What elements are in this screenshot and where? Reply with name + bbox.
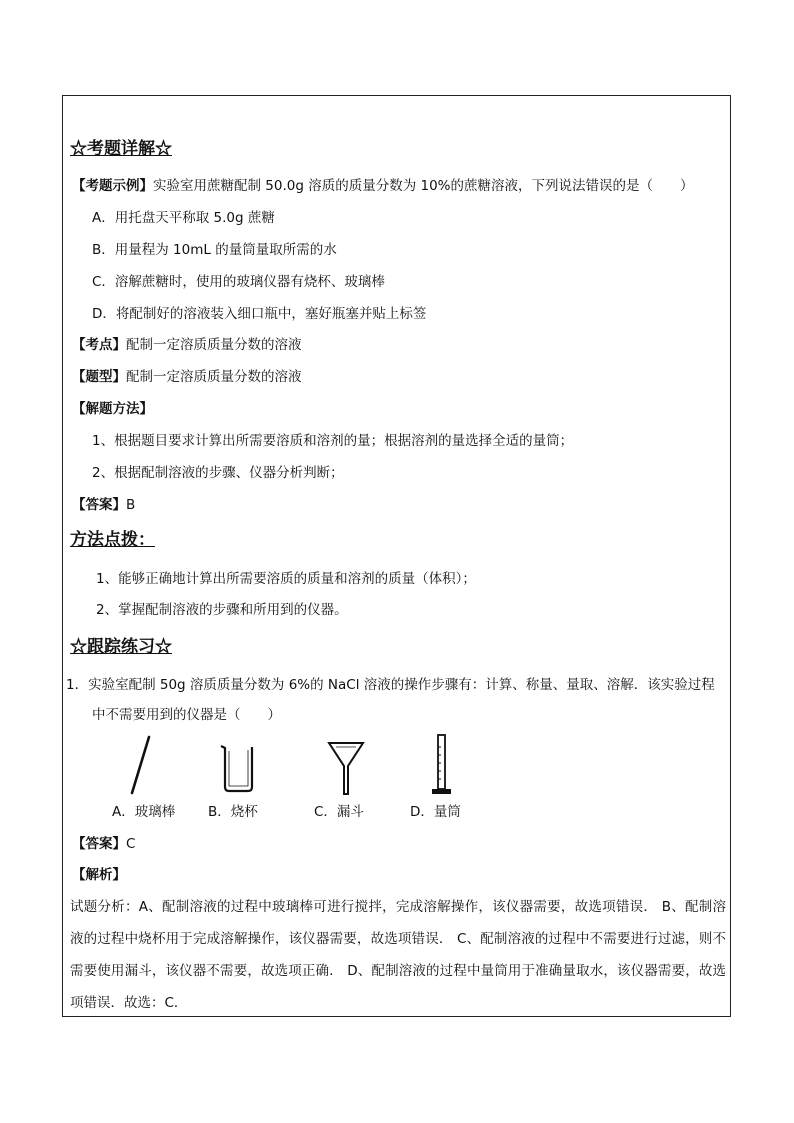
answer-row-2 (72, 835, 135, 853)
question-line-2: 中不需要用到的仪器是（ ） (92, 707, 281, 723)
answer-row-1 (72, 496, 135, 514)
analysis-tag: 【解析】 (72, 867, 126, 883)
method-tag: 【解题方法】 (72, 401, 153, 417)
answer-tag-2: 【答案】 (72, 836, 126, 852)
tip-point-2: 2、掌握配制溶液的步骤和所用到的仪器。 (96, 602, 348, 618)
beaker-icon (218, 742, 258, 794)
instrument-label-b: B．烧杯 (208, 804, 258, 820)
example-question (72, 177, 694, 195)
instrument-label-d: D．量筒 (410, 804, 461, 820)
kaodian-tag: 【考点】 (72, 337, 126, 353)
method-step-2: 2、根据配制溶液的步骤、仪器分析判断； (92, 465, 344, 481)
tip-point-1: 1、能够正确地计算出所需要溶质的质量和溶剂的质量（体积）； (96, 571, 476, 587)
graduated-cylinder-icon (430, 733, 452, 797)
instrument-label-c: C．漏斗 (314, 804, 364, 820)
glass-rod-icon (126, 734, 156, 796)
section-heading-method-tips: 方法点拨： (70, 530, 155, 550)
example-tag: 【考题示例】 (72, 178, 153, 194)
option-d: D．将配制好的溶液装入细口瓶中，塞好瓶塞并贴上标签 (92, 306, 427, 322)
kaodian-row (72, 336, 302, 354)
option-b: B．用量程为 10mL 的量筒量取所需的水 (92, 242, 337, 258)
tixing-tag: 【题型】 (72, 369, 126, 385)
example-text: 实验室用蔗糖配制 50.0g 溶质的质量分数为 10%的蔗糖溶液，下列说法错误的是（ ） (153, 178, 694, 194)
method-step-1: 1、根据题目要求计算出所需要溶质和溶剂的量；根据溶剂的量选择全适的量筒； (92, 433, 574, 449)
funnel-icon (326, 740, 366, 798)
section-heading-exam-detail: ☆考题详解☆ (70, 139, 172, 159)
analysis-text: 试题分析：A、配制溶液的过程中玻璃棒可进行搅拌，完成溶解操作，该仪器需要，故选项错误． B、配制溶液的过程中烧杯用于完成溶解操作，该仪器需要，故选项错误． C、配制溶液的过程中不需要进行过滤，则不需要使用漏斗，该仪器不需要，故选项正确． D、配制溶液的过程中量筒用于准确量取水，该仪器需要，故选项错误．故选：C． (70, 899, 726, 1011)
answer-value: B (126, 497, 136, 513)
kaodian-text: 配制一定溶质质量分数的溶液 (126, 337, 302, 353)
instrument-label-a: A．玻璃棒 (112, 804, 176, 820)
question-line-1: 1．实验室配制 50g 溶质质量分数为 6%的 NaCl 溶液的操作步骤有：计算、称量、量取、溶解．该实验过程 (66, 677, 715, 693)
tixing-row (72, 368, 302, 386)
option-a: A．用托盘天平称取 5.0g 蔗糖 (92, 210, 275, 226)
answer-tag: 【答案】 (72, 497, 126, 513)
section-heading-practice: ☆跟踪练习☆ (70, 637, 172, 657)
option-c: C．溶解蔗糖时，使用的玻璃仪器有烧杯、玻璃棒 (92, 274, 385, 290)
tixing-text: 配制一定溶质质量分数的溶液 (126, 369, 302, 385)
answer-value-2: C (126, 836, 136, 852)
content-frame (62, 95, 731, 1017)
